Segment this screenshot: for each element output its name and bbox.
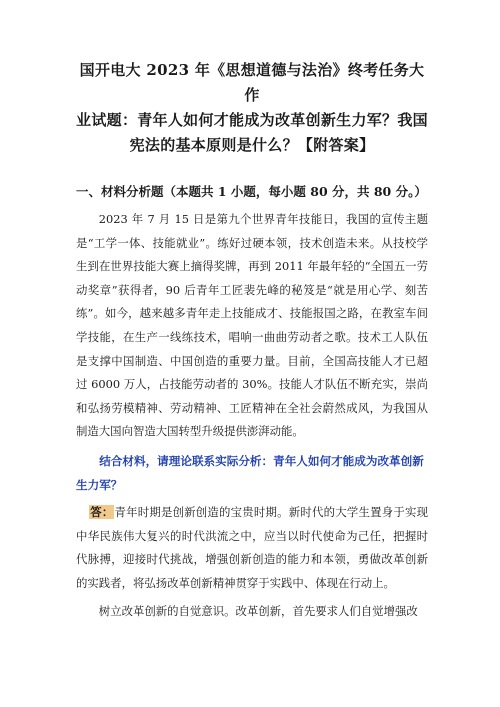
answer-label: 答： [90, 505, 114, 520]
document-title [76, 58, 428, 158]
title-line-3: 宪法的基本原则是什么？【附答案】 [129, 136, 375, 154]
answer-paragraph [76, 501, 428, 595]
next-paragraph: 树立改革创新的自觉意识。改革创新，首先要求人们自觉增强改 [98, 603, 418, 618]
question-text: 结合材料，请理论联系实际分析：青年人如何才能成为改革创新生力军？ [76, 453, 424, 492]
answer-text: 青年时期是创新创造的宝贵时期。新时代的大学生置身于实现中华民族伟大复兴的时代洪流之中，应当以时代使命为己任，把握时代脉搏，迎接时代挑战，增强创新创造的能力和本领，勇做改革创新的实践者，将弘扬改革创新精神贯穿于实践中、体现在行动上。 [76, 505, 428, 590]
title-line-1: 国开电大 2023 年《思想道德与法治》终考任务大作 [79, 61, 425, 104]
title-line-2: 业试题：青年人如何才能成为改革创新生力军？我国 [76, 111, 428, 129]
section-heading: 一、材料分析题（本题共 1 小题，每小题 80 分，共 80 分。） [76, 184, 427, 199]
material-paragraph: 2023 年 7 月 15 日是第九个世界青年技能日，我国的宣传主题是“工学一体、技能就业”。练好过硬本领，技术创造未来。从技校学生到在世界技能大赛上摘得奖牌，再到 2011 年最年轻的“全国五一劳动奖章”获得者，90 后青年工匠裴先峰的秘笈是“就是用心学、刻苦练”。如今，越来越多青年走上技能成才、技能报国之路，在教室车间学技能，在生产一线练技术，唱响一曲曲劳动者之歌。技术工人队伍是支撑中国制造、中国创造的重要力量。目前，全国高技能人才已超过 6000 万人，占技能劳动者的 30%。技能人才队伍不断充实，崇尚和弘扬劳模精神、劳动精神、工匠精神在全社会蔚然成风，为我国从制造大国向智造大国转型升级提供澎湃动能。 [76, 212, 428, 439]
